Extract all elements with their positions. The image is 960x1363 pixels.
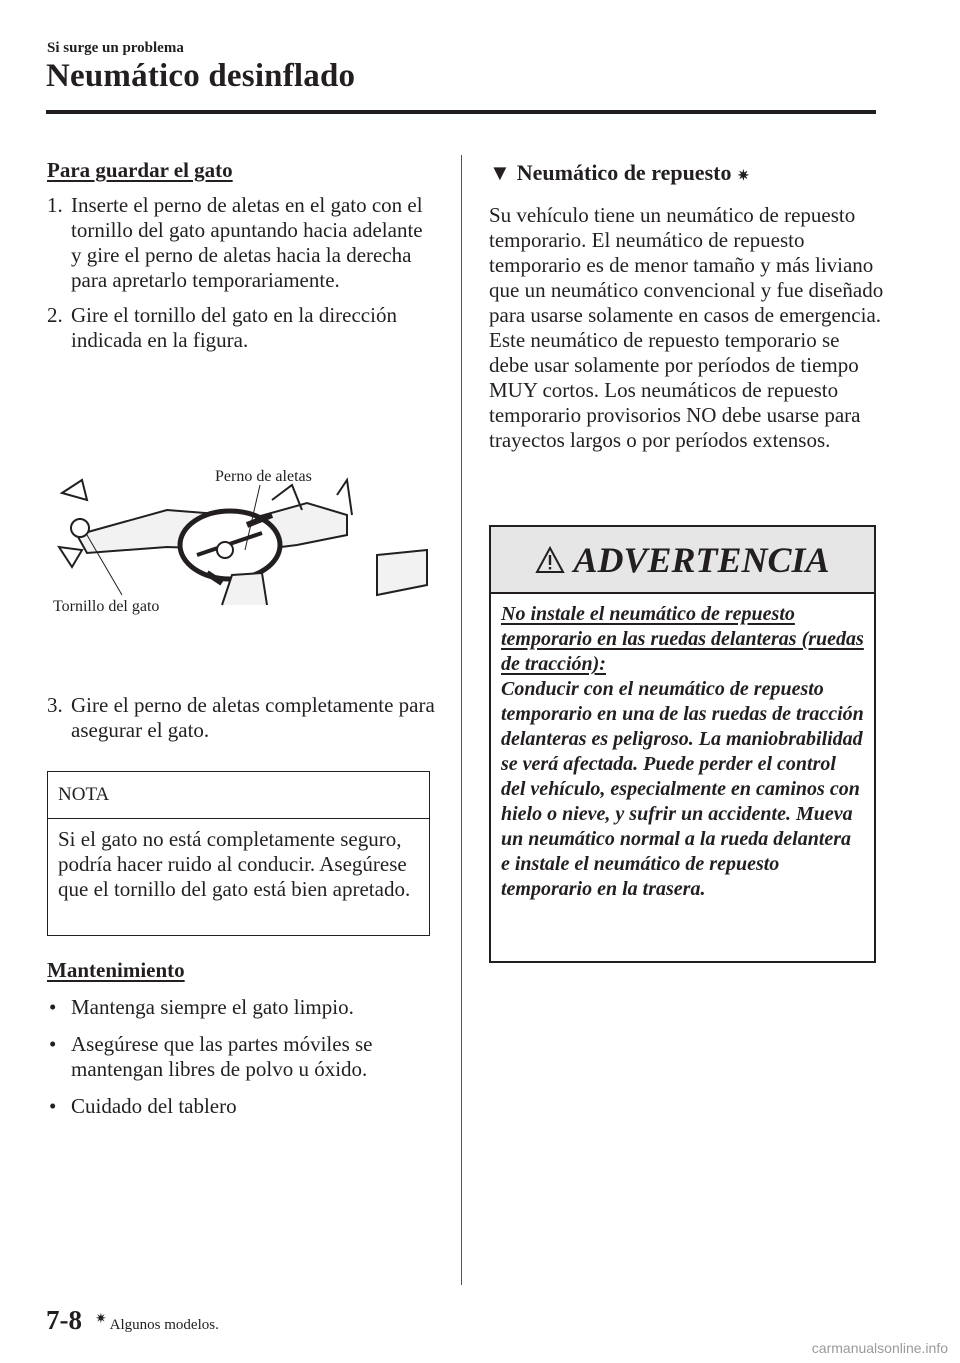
bullet-item	[47, 995, 437, 1020]
star-icon: ✷	[95, 1312, 107, 1327]
warning-triangle-icon	[535, 546, 565, 574]
section-label: Si surge un problema	[47, 40, 184, 56]
column-divider	[461, 155, 462, 1285]
spare-tire-title: Neumático de repuesto	[516, 160, 732, 185]
step-number: 1.	[47, 193, 63, 217]
jack-figure	[47, 455, 432, 630]
step-text: Inserte el perno de aletas en el gato con el tornillo del gato apuntando hacia adelante y gire el perno de aletas hacia la derecha para apretarlo temporariamente.	[71, 193, 423, 292]
bullet-dot-icon: •	[49, 1032, 57, 1056]
spare-tire-paragraph: Su vehículo tiene un neumático de repuesto temporario. El neumático de repuesto temporario es de menor tamaño y más liviano que un neumático convencional y fue diseñado para usarse solamente en casos de emergencia. Este neumático de repuesto temporario se debe usar solamente por períodos de tiempo MUY cortos. Los neumáticos de repuesto temporario provisorios NO debe usarse para trayectos largos o por períodos extensos.	[489, 203, 884, 452]
step-text: Gire el perno de aletas completamente para asegurar el gato.	[71, 693, 435, 742]
warning-box	[489, 525, 876, 963]
watermark: carmanualsonline.info	[811, 1340, 948, 1356]
maintenance-section	[47, 958, 437, 1119]
step-number: 3.	[47, 693, 63, 717]
jack-screw-label: Tornillo del gato	[53, 598, 160, 615]
bullet-dot-icon: •	[49, 995, 57, 1019]
triangle-marker-icon: ▼	[489, 160, 511, 185]
note-body: Si el gato no está completamente seguro, podría hacer ruido al conducir. Asegúrese que el tornillo del gato está bien apretado.	[58, 827, 411, 901]
bullet-dot-icon: •	[49, 1094, 57, 1118]
page-title: Neumático desinflado	[46, 58, 356, 94]
bullet-item	[47, 1032, 437, 1082]
warning-body	[491, 594, 874, 910]
wing-bolt-label: Perno de aletas	[215, 468, 312, 485]
note-heading: NOTA	[48, 772, 429, 819]
right-column	[489, 160, 884, 453]
maintenance-heading: Mantenimiento	[47, 958, 185, 982]
title-rule	[46, 110, 876, 114]
page-number: 7-8	[46, 1305, 82, 1335]
footnote	[95, 1311, 219, 1334]
step-number: 2.	[47, 303, 63, 327]
step-text: Gire el tornillo del gato en la dirección indicada en la figura.	[71, 303, 397, 352]
store-jack-heading: Para guardar el gato	[47, 158, 233, 182]
warning-subhead: No instale el neumático de repuesto temporario en las ruedas delanteras (ruedas de tracción):	[501, 603, 864, 675]
warning-header	[491, 527, 874, 594]
step-3	[47, 693, 437, 743]
note-box	[47, 771, 430, 936]
bullet-item	[47, 1094, 437, 1119]
star-icon: ✷	[737, 169, 750, 184]
left-column-top	[47, 158, 437, 353]
bullet-text: Asegúrese que las partes móviles se mantengan libres de polvo u óxido.	[71, 1032, 373, 1081]
bullet-text: Cuidado del tablero	[71, 1094, 237, 1118]
step-1	[47, 193, 437, 293]
warning-title: ADVERTENCIA	[573, 539, 830, 580]
warning-text: Conducir con el neumático de repuesto temporario en una de las ruedas de tracción delanteras es peligroso. La maniobrabilidad se verá afectada. Puede perder el control del vehículo, especialmente en caminos con hielo o nieve, y sufrir un accidente. Mueva un neumático normal a la rueda delantera e instale el neumático de repuesto temporario en la trasera.	[501, 678, 864, 900]
left-column-step3	[47, 693, 437, 743]
footnote-text: Algunos modelos.	[109, 1317, 219, 1333]
spare-tire-heading	[489, 160, 884, 189]
bullet-text: Mantenga siempre el gato limpio.	[71, 995, 354, 1019]
step-2	[47, 303, 437, 353]
